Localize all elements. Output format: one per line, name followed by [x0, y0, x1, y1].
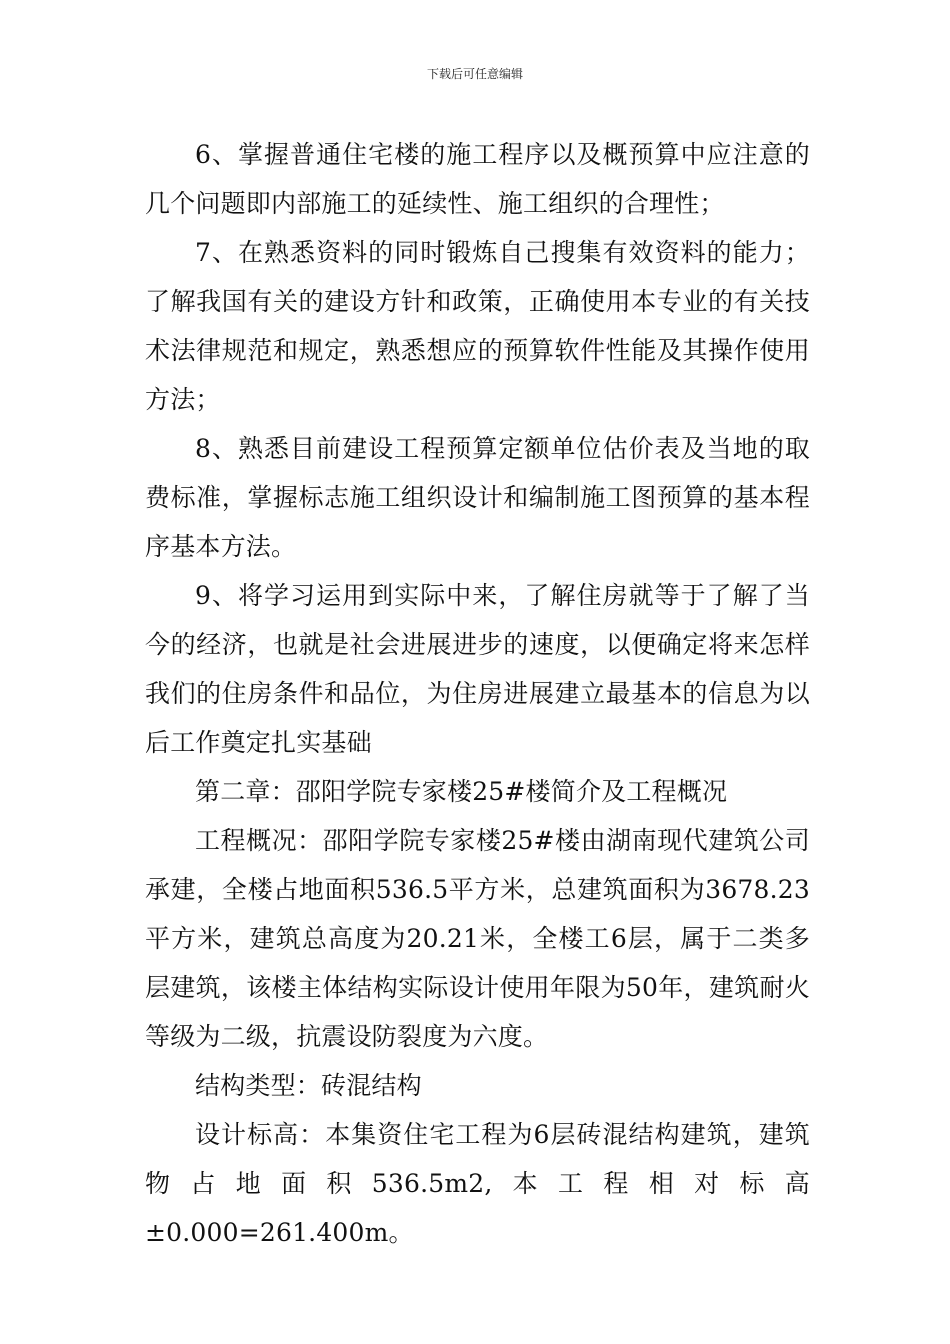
paragraph-item-7: 7、在熟悉资料的同时锻炼自己搜集有效资料的能力；了解我国有关的建设方针和政策，正确使用本专业的有关技术法律规范和规定，熟悉想应的预算软件性能及其操作使用方法；: [145, 238, 810, 414]
paragraph-item-9: 9、将学习运用到实际中来，了解住房就等于了解了当今的经济，也就是社会进展进步的速度，以便确定将来怎样我们的住房条件和品位，为住房进展建立最基本的信息为以后工作奠定扎实基础: [145, 581, 810, 757]
paragraph-item-8: 8、熟悉目前建设工程预算定额单位估价表及当地的取费标准，掌握标志施工组织设计和编制施工图预算的基本程序基本方法。: [145, 434, 810, 561]
chapter-heading: 第二章：邵阳学院专家楼25#楼简介及工程概况: [195, 777, 728, 806]
structure-type-paragraph: 结构类型：砖混结构: [195, 1071, 422, 1100]
page-header: 下载后可任意编辑: [426, 67, 523, 81]
document-body: [145, 130, 810, 1257]
paragraph-item-6: 6、掌握普通住宅楼的施工程序以及概预算中应注意的几个问题即内部施工的延续性、施工组织的合理性；: [145, 140, 810, 218]
project-overview-paragraph: 工程概况：邵阳学院专家楼25#楼由湖南现代建筑公司承建，全楼占地面积536.5平方米，总建筑面积为3678.23平方米，建筑总高度为20.21米，全楼工6层，属于二类多层建筑，该楼主体结构实际设计使用年限为50年，建筑耐火等级为二级，抗震设防裂度为六度。: [145, 826, 810, 1051]
design-elevation-paragraph: 设计标高：本集资住宅工程为6层砖混结构建筑，建筑物占地面积536.5m2,本工程相对标高±0.000=261.400m。: [145, 1120, 810, 1247]
